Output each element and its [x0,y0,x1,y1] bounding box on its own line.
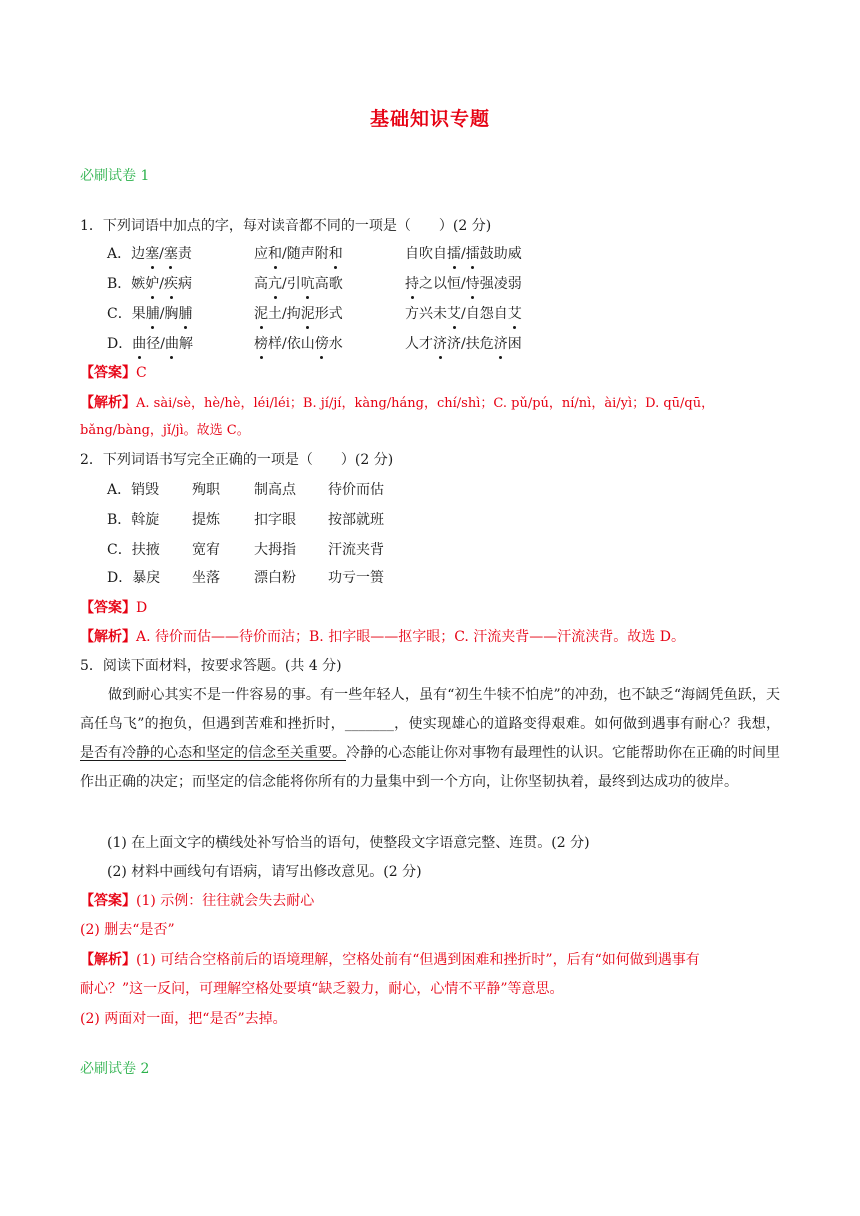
q2-option-c-w3: 大拇指 [254,542,296,558]
page-title: 基础知识专题 [369,108,490,130]
q2-option-c-w2: 宽宥 [192,542,220,558]
q2-option-d-w3: 漂白粉 [254,570,296,586]
q2-option-b-w3: 扣字眼 [254,512,296,528]
q1-option-b-col1: B．嫉妒/疾病 [107,276,193,292]
q1-option-d-col3: 人才济济/扶危济困 [405,336,522,352]
question-1-analysis-cont: bǎng/bàng，jǐ/jì。故选 C。 [80,423,250,438]
question-1-analysis: 【解析】A. sài/sè，hè/hè，léi/léi；B. jí/jí，kàng/háng，chí/shì；C. pǔ/pú，ní/nì，ài/yì；D. qū/qū， [80,395,715,411]
question-5-answer-2: (2) 删去“是否” [80,922,175,938]
q2-option-a-w3: 制高点 [254,482,296,498]
q1-option-b-col2: 高亢/引吭高歌 [254,276,343,292]
q2-option-b-w1: B．斡旋 [107,512,160,528]
question-2-stem: 2．下列词语书写完全正确的一项是（ ）(2 分) [80,452,394,468]
question-5-analysis-cont: 耐心？”这一反问，可理解空格处要填“缺乏毅力，耐心，心情不平静”等意思。 [80,981,564,997]
question-2-answer: 【答案】D [80,600,148,616]
question-5-sub-2: (2) 材料中画线句有语病，请写出修改意见。(2 分) [107,864,422,880]
q1-option-a-col1: A．边塞/塞责 [107,246,192,262]
q1-option-a-col2: 应和/随声附和 [254,246,343,262]
question-5-sub-1: (1) 在上面文字的横线处补写恰当的语句，使整段文字语意完整、连贯。(2 分) [107,835,590,851]
section-heading-2: 必刷试卷 2 [80,1061,150,1077]
question-5-stem: 5．阅读下面材料，按要求答题。(共 4 分) [80,658,342,674]
section-heading-1: 必刷试卷 1 [80,168,150,184]
q2-option-a-w2: 殉职 [192,482,220,498]
q1-option-d-col2: 榜样/依山傍水 [254,336,343,352]
q1-option-a-col3: 自吹自擂/擂鼓助威 [405,246,522,262]
q2-option-b-w4: 按部就班 [328,512,384,528]
q2-option-a-w1: A．销毁 [107,482,160,498]
question-5-analysis: 【解析】(1) 可结合空格前后的语境理解，空格处前有“但遇到困难和挫折时”，后有“如何做到遇事有 [80,952,700,968]
underlined-sentence: 是否有冷静的心态和坚定的信念至关重要。 [80,745,346,761]
q2-option-d-w4: 功亏一篑 [328,570,384,586]
q1-option-c-col1: C．果脯/胸脯 [107,306,193,322]
q1-option-c-col2: 泥土/拘泥形式 [254,306,343,322]
q1-option-b-col3: 持之以恒/恃强凌弱 [405,276,522,292]
q2-option-c-w4: 汗流夹背 [328,542,384,558]
question-5-answer: 【答案】(1) 示例：往往就会失去耐心 [80,893,315,909]
question-5-analysis-2: (2) 两面对一面，把“是否”去掉。 [80,1011,287,1027]
question-1-answer: 【答案】C [80,365,147,381]
question-5-passage: 做到耐心其实不是一件容易的事。有一些年轻人，虽有“初生牛犊不怕虎”的冲劲，也不缺乏“海阔凭鱼跃，天高任鸟飞”的抱负，但遇到苦难和挫折时，_______，使实现雄心的道路变得艰难。如何做到遇事有耐心？我想，是否有冷静的心态和坚定的信念至关重要。冷静的心态能让你对事物有最理性的认识。它能帮助你在正确的时间里作出正确的决定；而坚定的信念能将你所有的力量集中到一个方向，让你坚韧执着，最终到达成功的彼岸。 [80,687,780,790]
q2-option-b-w2: 提炼 [192,512,220,528]
q2-option-d-w2: 坐落 [192,570,220,586]
q2-option-a-w4: 待价而估 [328,482,384,498]
question-2-analysis: 【解析】A. 待价而估——待价而沽；B. 扣字眼——抠字眼；C. 汗流夹背——汗流浃背。故选 D。 [80,629,685,645]
q2-option-d-w1: D．暴戾 [107,570,161,586]
q1-option-d-col1: D．曲径/曲解 [107,336,193,352]
q1-option-c-col3: 方兴未艾/自怨自艾 [405,306,522,322]
question-1-stem: 1．下列词语中加点的字，每对读音都不同的一项是（ ）(2 分) [80,218,492,234]
q2-option-c-w1: C．扶掖 [107,542,160,558]
